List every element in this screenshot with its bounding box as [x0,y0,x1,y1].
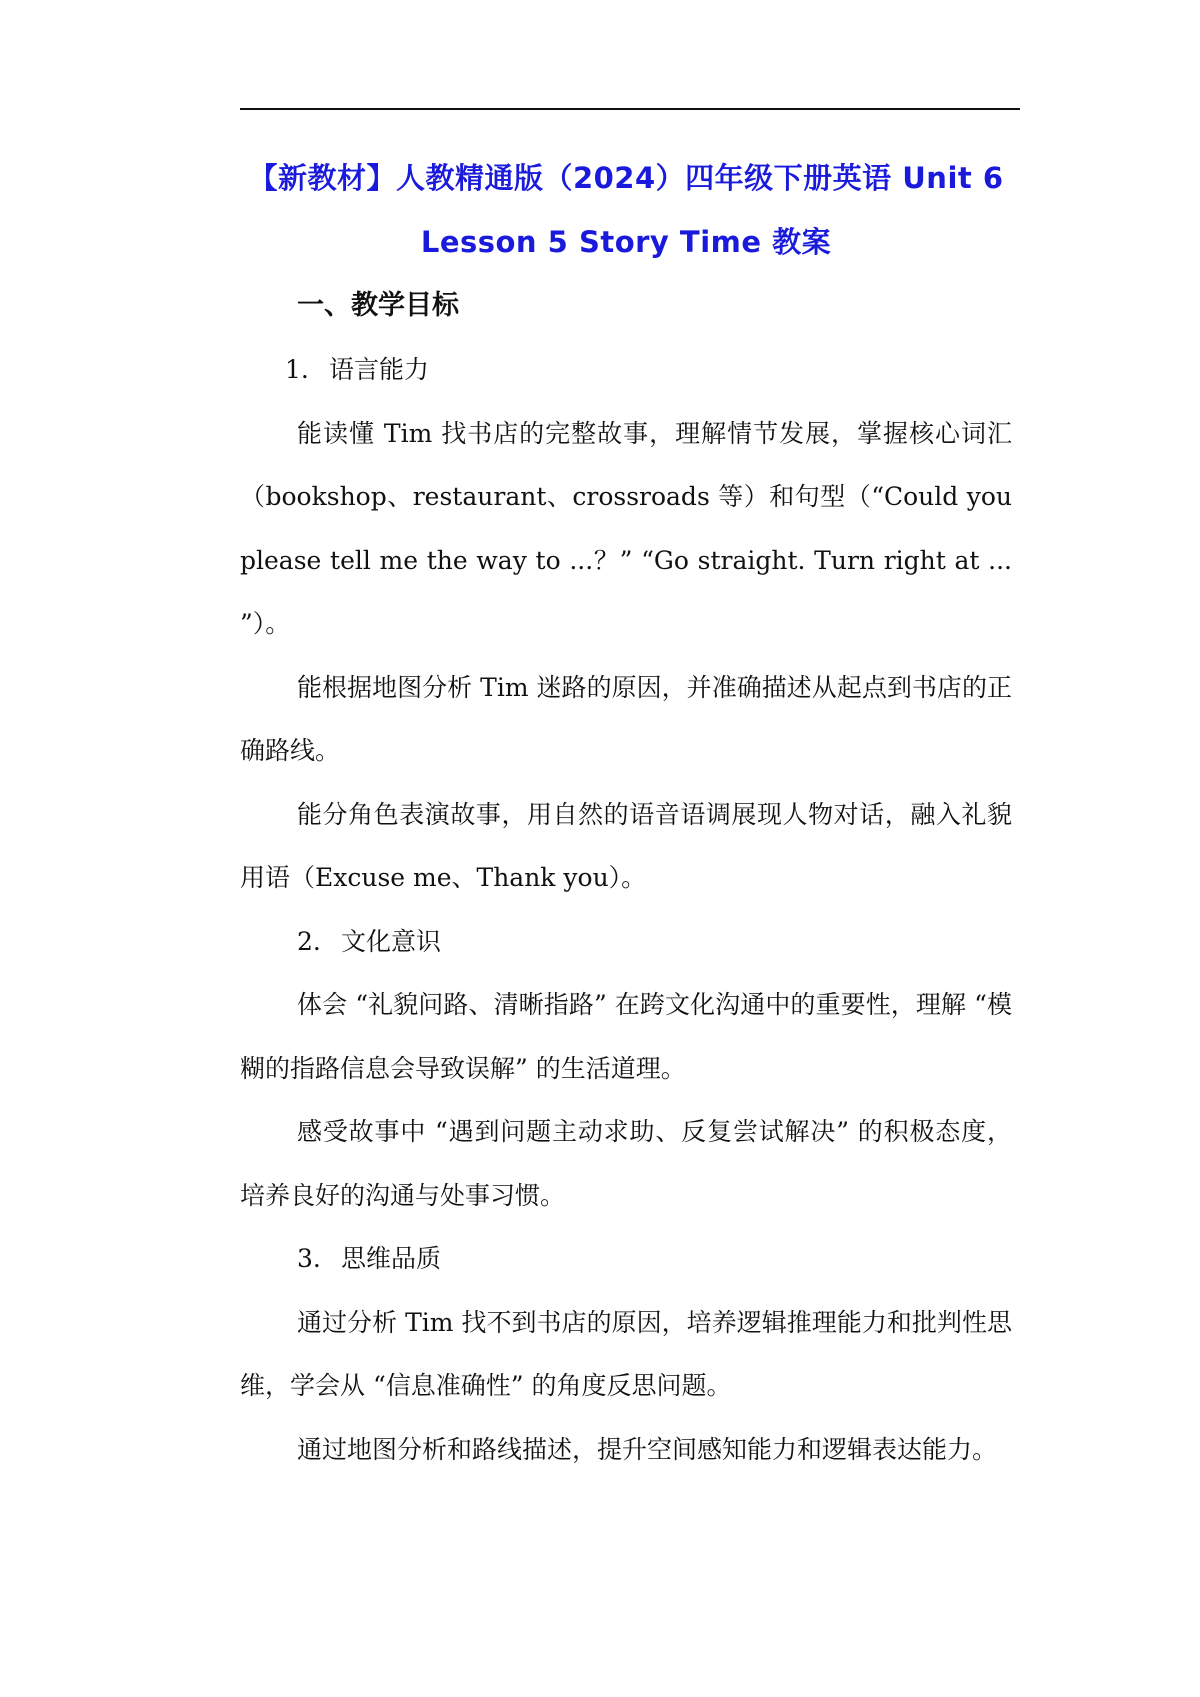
document-title [240,146,1012,274]
title-line-1: 【新教材】人教精通版（2024）四年级下册英语 Unit 6 [248,161,1004,195]
paragraph: 体会 “礼貌问路、清晰指路” 在跨文化沟通中的重要性，理解 “模糊的指路信息会导致误解” 的生活道理。 [240,990,1012,1083]
paragraph: 能分角色表演故事，用自然的语音语调展现人物对话，融入礼貌用语（Excuse me、Thank you）。 [240,799,1012,892]
title-line-2: Lesson 5 Story Time 教案 [420,225,832,259]
document-body [240,146,1012,1481]
paragraph: 能根据地图分析 Tim 迷路的原因，并准确描述从起点到书店的正确路线。 [240,672,1012,765]
subheading-thinking-quality [240,1227,1012,1291]
subheading-number: 2. [297,926,321,956]
section-heading-teaching-goals: 一、教学目标 [297,290,459,321]
subheading-number: 3. [297,1244,321,1273]
paragraph: 通过地图分析和路线描述，提升空间感知能力和逻辑表达能力。 [297,1434,998,1464]
paragraph: 能读懂 Tim 找书店的完整故事，理解情节发展，掌握核心词汇（bookshop、restaurant、crossroads 等）和句型（“Could you please tell me the way to ...？” “Go straight. Turn right at ... ”）。 [240,418,1012,638]
subheading-label: 语言能力 [329,355,430,384]
subheading-language-ability [240,338,1012,402]
paragraph: 感受故事中 “遇到问题主动求助、反复尝试解决” 的积极态度，培养良好的沟通与处事习惯。 [240,1117,1012,1210]
subheading-number: 1. [285,355,309,384]
subheading-label: 思维品质 [341,1244,442,1273]
subheading-label: 文化意识 [341,926,442,956]
paragraph: 通过分析 Tim 找不到书店的原因，培养逻辑推理能力和批判性思维，学会从 “信息准确性” 的角度反思问题。 [240,1307,1012,1400]
subheading-cultural-awareness [240,910,1012,974]
header-rule [240,108,1020,110]
